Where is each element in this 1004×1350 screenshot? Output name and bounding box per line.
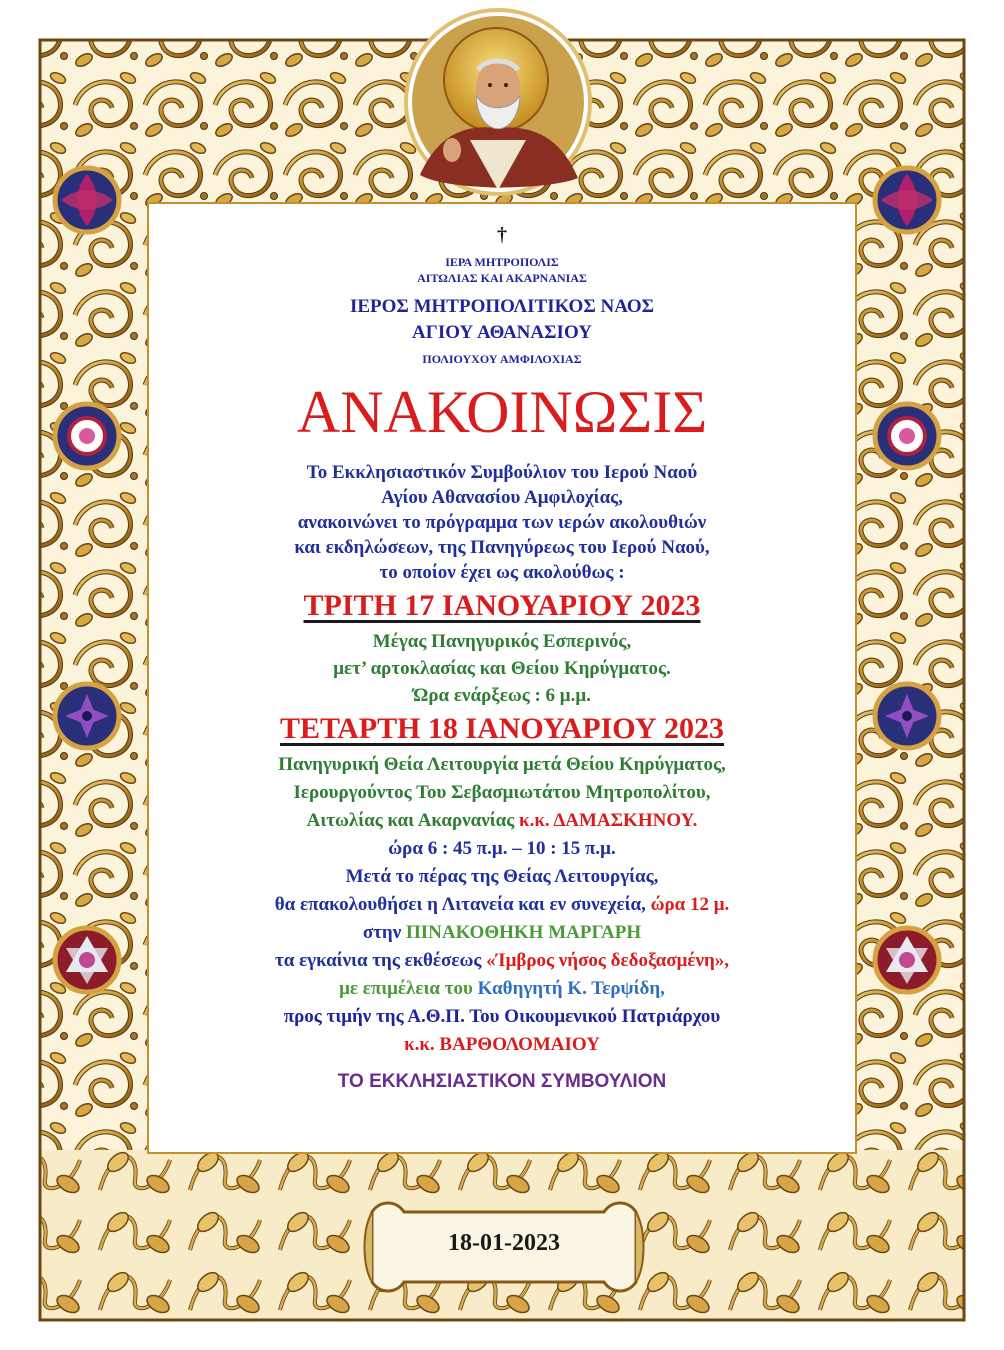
intro-line-5: το οποίον έχει ως ακολούθως : — [379, 562, 625, 583]
day2-after-4-text: τα εγκαίνια της εκθέσεως — [274, 950, 482, 971]
day2-after-2 — [150, 891, 854, 919]
metropolis-line-2: ΑΙΤΩΛΙΑΣ ΚΑΙ ΑΚΑΡΝΑΝΙΑΣ — [417, 271, 587, 285]
day2-after-5-text: με επιμέλεια του — [339, 978, 473, 999]
metropolis-line-1: ΙΕΡΑ ΜΗΤΡΟΠΟΛΙΣ — [445, 255, 559, 269]
medallion-left-1 — [55, 168, 119, 232]
day2-after-3-gallery: ΠΙΝΑΚΟΘΗΚΗ ΜΑΡΓΑΡΗ — [405, 922, 642, 943]
day2-line-3-bishop: κ.κ. ΔΑΜΑΣΚΗΝΟΥ. — [519, 810, 698, 831]
medallion-right-3 — [875, 684, 939, 748]
day2-after-2-time: ώρα 12 μ. — [650, 894, 730, 915]
day2-after-4 — [150, 947, 854, 975]
medallion-right-1 — [875, 168, 939, 232]
day2-after-6: προς τιμήν της Α.Θ.Π. Του Οικουμενικού Πατριάρχου — [283, 1006, 721, 1027]
day2-line-2: Ιερουργούντος Του Σεβασμιωτάτου Μητροπολίτου, — [293, 782, 711, 803]
day2-after-1: Μετά το πέρας της Θείας Λειτουργίας, — [345, 866, 659, 887]
medallion-left-2 — [55, 404, 119, 468]
day2-line-3-region: Αιτωλίας και Ακαρνανίας — [306, 810, 515, 831]
day2-after-5 — [150, 975, 854, 1003]
medallion-right-2 — [875, 404, 939, 468]
day2-after-5-curator: Καθηγητή Κ. Τερψίδη, — [477, 978, 665, 999]
day1-line-1: Μέγας Πανηγυρικός Εσπερινός, — [372, 631, 632, 652]
date-label: 18-01-2023 — [448, 1230, 560, 1256]
church-line-2: ΑΓΙΟΥ ΑΘΑΝΑΣΙΟΥ — [412, 322, 592, 343]
saint-icon-medallion — [406, 10, 590, 194]
cross-symbol: † — [497, 224, 507, 246]
church-line-1: ΙΕΡΟΣ ΜΗΤΡΟΠΟΛΙΤΙΚΟΣ ΝΑΟΣ — [349, 296, 655, 317]
intro-line-4: και εκδηλώσεων, της Πανηγύρεως του Ιερού Ναού, — [294, 537, 710, 558]
day2-line-1: Πανηγυρική Θεία Λειτουργία μετά Θείου Κηρύγματος, — [278, 754, 726, 775]
announcement-body — [150, 222, 854, 1095]
day2-after-3-text: στην — [362, 922, 402, 943]
medallion-left-4 — [55, 928, 119, 992]
day2-time: ώρα 6 : 45 π.μ. – 10 : 15 π.μ. — [388, 838, 616, 859]
day1-line-2: μετ’ αρτοκλασίας και Θείου Κηρύγματος. — [333, 658, 671, 679]
day1-heading: ΤΡΙΤΗ 17 ΙΑΝΟΥΑΡΙΟΥ 2023 — [303, 589, 701, 622]
intro-line-2: Αγίου Αθανασίου Αμφιλοχίας, — [381, 487, 623, 508]
day2-line-3 — [150, 807, 854, 835]
day2-after-4-exhibition: «Ίμβρος νήσος δεδοξασμένη», — [486, 950, 730, 971]
intro-line-1: Το Εκκλησιαστικόν Συμβούλιον του Ιερού Ναού — [306, 462, 698, 483]
page-title: ΑΝΑΚΟΙΝΩΣΙΣ — [296, 379, 708, 445]
medallion-left-3 — [55, 684, 119, 748]
patron-line: ΠΟΛΙΟΥΧΟΥ ΑΜΦΙΛΟΧΙΑΣ — [422, 352, 582, 366]
medallion-right-4 — [875, 928, 939, 992]
day1-line-3: Ώρα ενάρξεως : 6 μ.μ. — [413, 685, 591, 706]
day2-after-7: κ.κ. ΒΑΡΘΟΛΟΜΑΙΟΥ — [404, 1034, 600, 1055]
day2-heading: ΤΕΤΑΡΤΗ 18 ΙΑΝΟΥΑΡΙΟΥ 2023 — [279, 712, 725, 745]
day2-after-2-text: θα επακολουθήσει η Λιτανεία και εν συνεχεία, — [274, 894, 646, 915]
day2-after-3 — [150, 919, 854, 947]
intro-line-3: ανακοινώνει το πρόγραμμα των ιερών ακολουθιών — [297, 512, 707, 533]
signature: ΤΟ ΕΚΚΛΗΣΙΑΣΤΙΚΟΝ ΣΥΜΒΟΥΛΙΟΝ — [337, 1071, 667, 1092]
